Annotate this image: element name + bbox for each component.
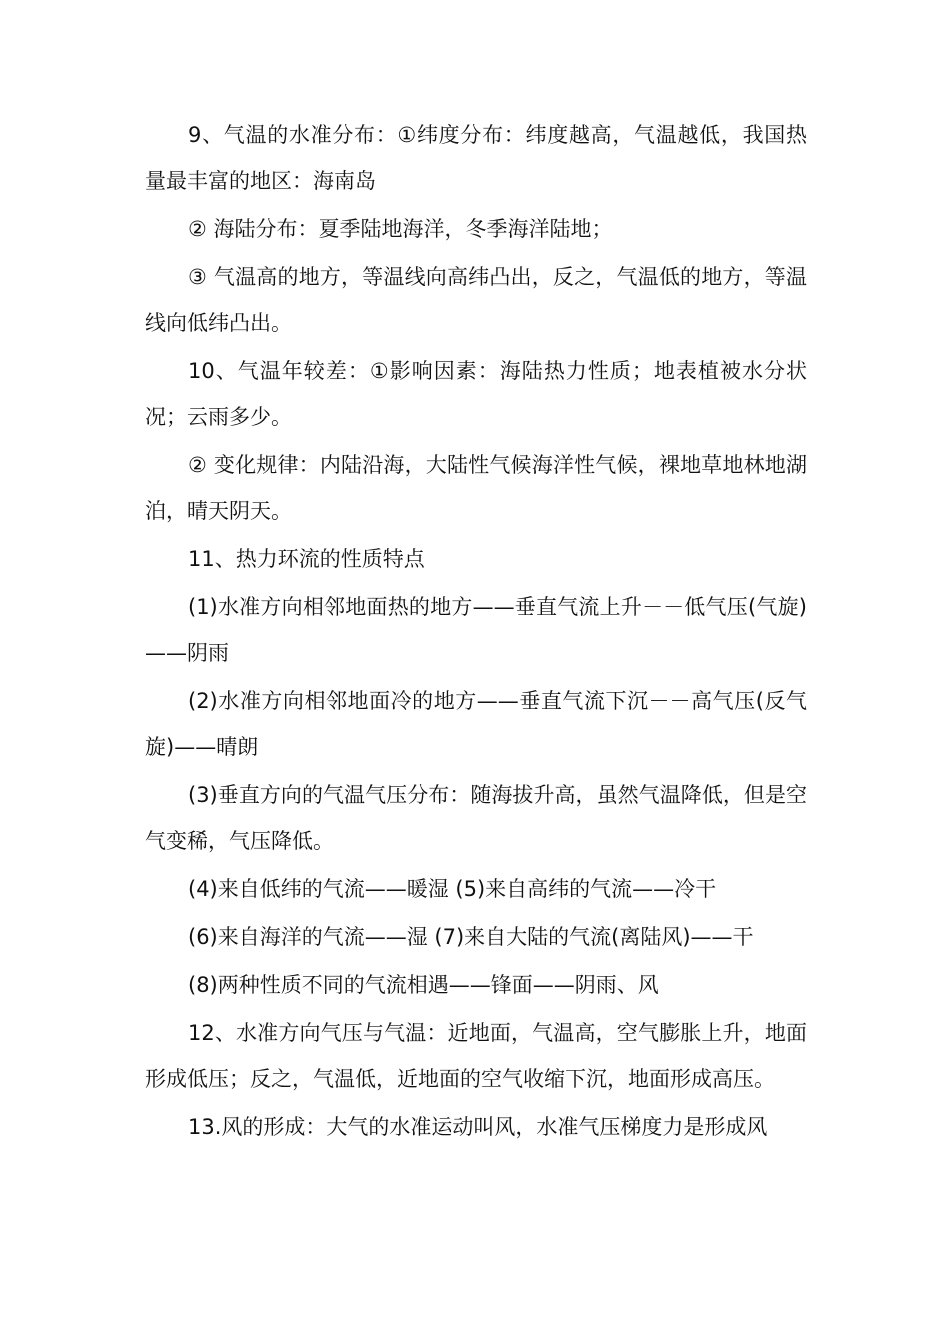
document-page xyxy=(145,112,807,1152)
paragraph-12-pressure-temperature: 12、水准方向气压与气温：近地面，气温高，空气膨胀上升，地面形成低压；反之，气温低，近地面的空气收缩下沉，地面形成高压。 xyxy=(145,1021,807,1091)
paragraph-item-2: (2)水准方向相邻地面冷的地方——垂直气流下沉－－高气压(反气旋)——晴朗 xyxy=(145,689,807,759)
paragraph-item-3: (3)垂直方向的气温气压分布：随海拔升高，虽然气温降低，但是空气变稀，气压降低。 xyxy=(145,783,807,853)
paragraph-10-annual-range: 10、气温年较差：①影响因素：海陆热力性质；地表植被水分状况；云雨多少。 xyxy=(145,359,807,429)
paragraph-item-8: (8)两种性质不同的气流相遇——锋面——阴雨、风 xyxy=(188,973,659,997)
paragraph-9-temperature-distribution: 9、气温的水准分布：①纬度分布：纬度越高，气温越低，我国热量最丰富的地区：海南岛 xyxy=(145,123,807,193)
paragraph-item-1: (1)水准方向相邻地面热的地方——垂直气流上升－－低气压(气旋)——阴雨 xyxy=(145,595,807,665)
paragraph-11-thermal-circulation: 11、热力环流的性质特点 xyxy=(188,547,425,571)
paragraph-item-4-5: (4)来自低纬的气流——暖湿 (5)来自高纬的气流——冷干 xyxy=(188,877,717,901)
paragraph-variation-rule: ② 变化规律：内陆沿海，大陆性气候海洋性气候，裸地草地林地湖泊，晴天阴天。 xyxy=(145,453,807,523)
paragraph-isotherm-bulge: ③ 气温高的地方，等温线向高纬凸出，反之，气温低的地方，等温线向低纬凸出。 xyxy=(145,265,807,335)
paragraph-item-6-7: (6)来自海洋的气流——湿 (7)来自大陆的气流(离陆风)——干 xyxy=(188,925,754,949)
paragraph-13-wind-formation: 13.风的形成：大气的水准运动叫风，水准气压梯度力是形成风 xyxy=(188,1115,768,1139)
paragraph-land-sea-distribution: ② 海陆分布：夏季陆地海洋，冬季海洋陆地； xyxy=(188,217,613,241)
